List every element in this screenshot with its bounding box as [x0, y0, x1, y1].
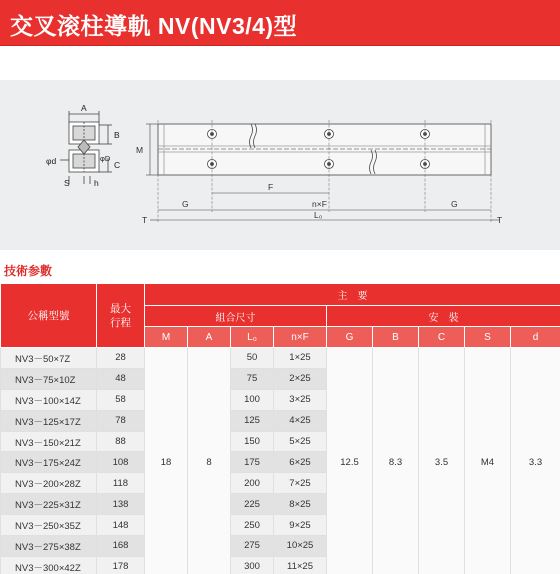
page-title: 交叉滚柱導軌 NV(NV3/4)型 — [10, 13, 298, 39]
cell-stroke: 168 — [97, 536, 145, 557]
cell-nxF: 8×25 — [274, 494, 327, 515]
label-S: S — [64, 178, 70, 188]
cell-L0: 75 — [231, 368, 274, 389]
cell-stroke: 118 — [97, 473, 145, 494]
cell-nxF: 2×25 — [274, 368, 327, 389]
label-T-right: T — [497, 215, 503, 225]
cell-nxF: 7×25 — [274, 473, 327, 494]
cell-L0: 125 — [231, 410, 274, 431]
cell-nxF: 5×25 — [274, 431, 327, 452]
label-L0: L₀ — [314, 210, 323, 220]
cell-L0: 250 — [231, 515, 274, 536]
label-nxF: n×F — [312, 199, 327, 209]
header-C: C — [419, 327, 465, 348]
technical-drawing — [0, 80, 560, 250]
cell-G: 12.5 — [327, 348, 373, 574]
cell-stroke: 108 — [97, 452, 145, 473]
label-h: h — [94, 178, 99, 188]
label-C: C — [114, 160, 121, 170]
cell-stroke: 28 — [97, 348, 145, 369]
dim-M — [146, 124, 158, 175]
header-G: G — [327, 327, 373, 348]
label-G-right: G — [451, 199, 458, 209]
cell-S: M4 — [465, 348, 511, 574]
cell-d: 3.3 — [511, 348, 560, 574]
cell-model: NV3－275×38Z — [1, 536, 97, 557]
header-main: 主 要 — [145, 284, 560, 306]
cell-nxF: 1×25 — [274, 348, 327, 369]
cell-nxF: 9×25 — [274, 515, 327, 536]
drawing-svg — [0, 80, 560, 250]
header-assembly: 組合尺寸 — [145, 306, 327, 327]
cell-stroke: 178 — [97, 556, 145, 574]
label-phi-d: φd — [46, 156, 57, 166]
title-bar — [0, 0, 560, 46]
cell-stroke: 48 — [97, 368, 145, 389]
cell-L0: 275 — [231, 536, 274, 557]
header-S: S — [465, 327, 511, 348]
label-B: B — [114, 130, 120, 140]
cross-section — [60, 111, 112, 184]
label-phi-D: φD — [100, 154, 111, 163]
cell-L0: 50 — [231, 348, 274, 369]
cell-L0: 300 — [231, 556, 274, 574]
label-A: A — [81, 103, 87, 113]
label-G-left: G — [182, 199, 189, 209]
cell-stroke: 148 — [97, 515, 145, 536]
section-title: 技術参數 — [4, 264, 53, 278]
cell-model: NV3－150×21Z — [1, 431, 97, 452]
header-B: B — [373, 327, 419, 348]
cell-M: 18 — [145, 348, 188, 574]
cell-model: NV3－100×14Z — [1, 389, 97, 410]
cell-L0: 175 — [231, 452, 274, 473]
cell-model: NV3－50×7Z — [1, 348, 97, 369]
cell-model: NV3－75×10Z — [1, 368, 97, 389]
header-L0: L₀ — [231, 327, 274, 348]
cell-stroke: 78 — [97, 410, 145, 431]
cell-stroke: 138 — [97, 494, 145, 515]
header-M: M — [145, 327, 188, 348]
cell-stroke: 88 — [97, 431, 145, 452]
table-row — [1, 348, 560, 369]
cell-nxF: 11×25 — [274, 556, 327, 574]
cell-C: 3.5 — [419, 348, 465, 574]
cell-nxF: 6×25 — [274, 452, 327, 473]
header-A: A — [188, 327, 231, 348]
cell-A: 8 — [188, 348, 231, 574]
cell-L0: 100 — [231, 389, 274, 410]
header-stroke: 最大行程 — [97, 284, 145, 348]
header-nxF: n×F — [274, 327, 327, 348]
cell-L0: 200 — [231, 473, 274, 494]
cell-nxF: 10×25 — [274, 536, 327, 557]
label-M: M — [136, 145, 144, 155]
header-install: 安 裝 — [327, 306, 560, 327]
cell-B: 8.3 — [373, 348, 419, 574]
header-model: 公稱型號 — [1, 284, 97, 348]
cell-model: NV3－225×31Z — [1, 494, 97, 515]
cell-model: NV3－200×28Z — [1, 473, 97, 494]
cell-model: NV3－300×42Z — [1, 556, 97, 574]
spec-table-body — [1, 348, 560, 574]
cell-nxF: 3×25 — [274, 389, 327, 410]
label-F: F — [268, 182, 274, 192]
cell-L0: 225 — [231, 494, 274, 515]
cell-model: NV3－125×17Z — [1, 410, 97, 431]
cell-model: NV3－175×24Z — [1, 452, 97, 473]
header-d: d — [511, 327, 560, 348]
cell-L0: 150 — [231, 431, 274, 452]
label-T-left: T — [142, 215, 148, 225]
cell-model: NV3－250×35Z — [1, 515, 97, 536]
spec-table — [0, 283, 560, 574]
cell-nxF: 4×25 — [274, 410, 327, 431]
cell-stroke: 58 — [97, 389, 145, 410]
